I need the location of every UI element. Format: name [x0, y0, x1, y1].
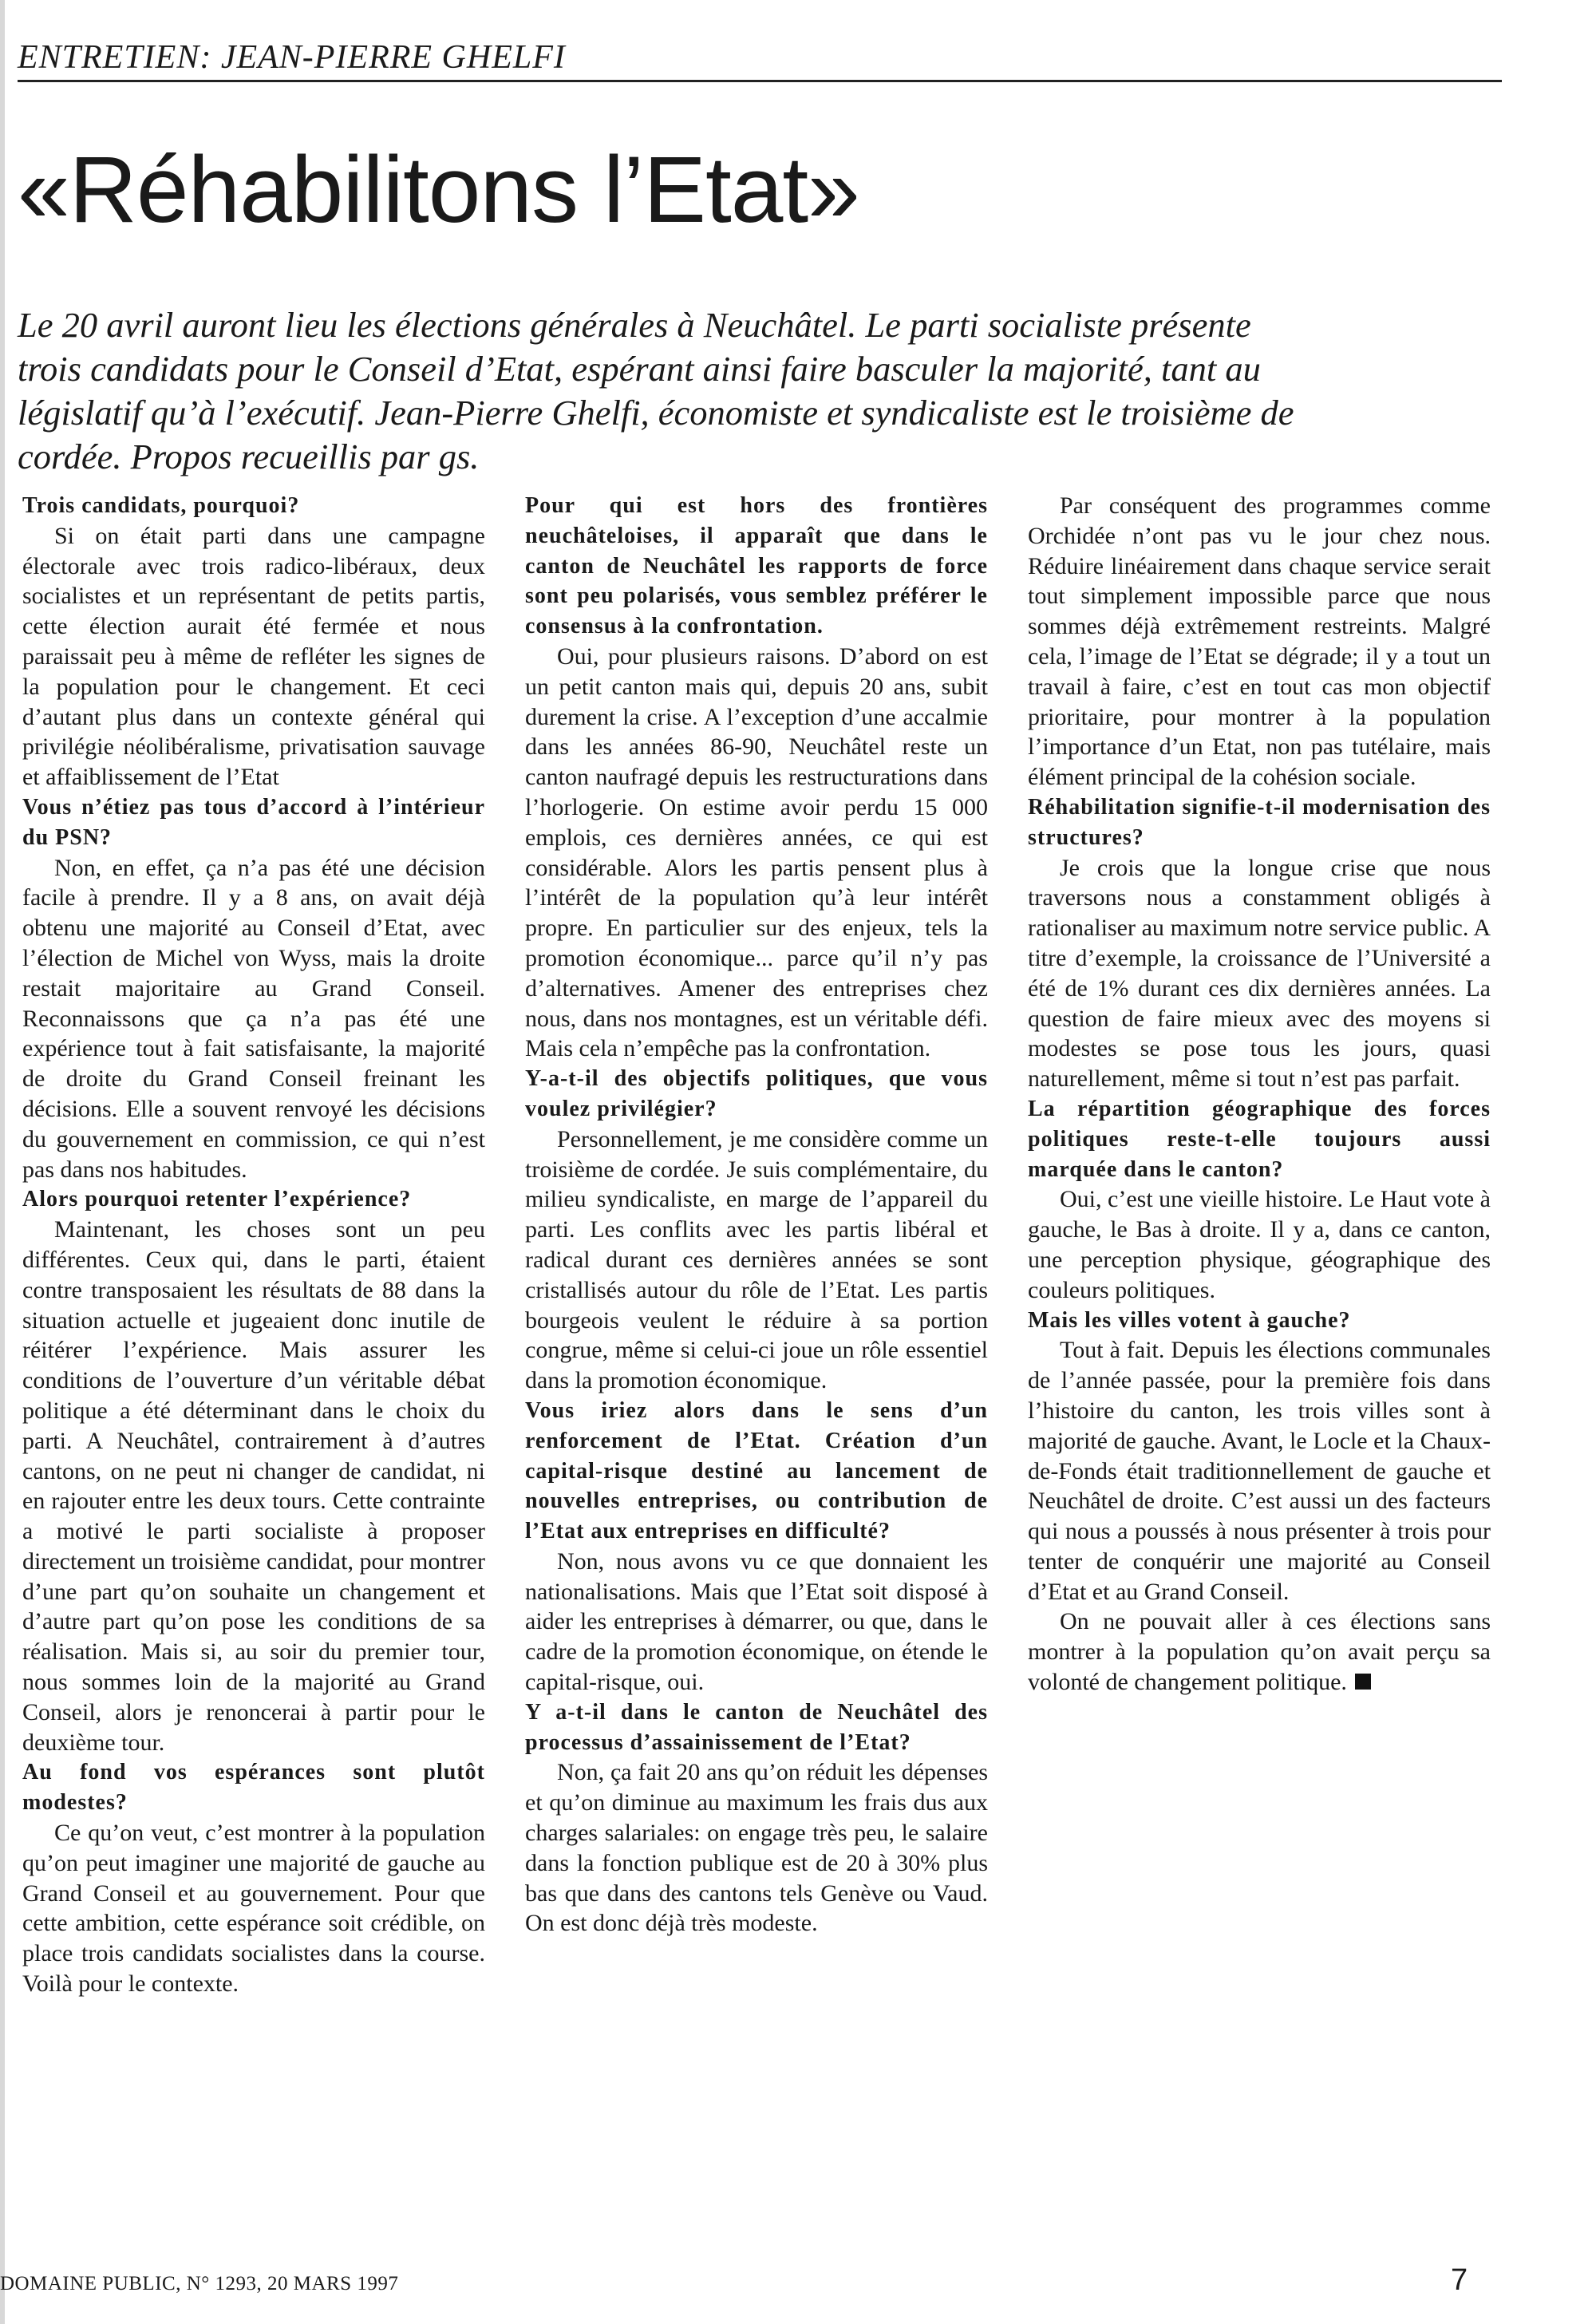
- interview-question: Alors pourquoi retenter l’expérience?: [22, 1187, 412, 1212]
- interview-question: La répartition géographique des forces politiques reste-t-elle toujours aussi marquée dans le canton?: [1028, 1096, 1491, 1182]
- interview-question: Pour qui est hors des frontières neuchâteloises, il apparaît que dans le canton de Neuchâtel les rapports de force sont peu polarisés, vous semblez préférer le consensus à la confrontation.: [525, 493, 988, 639]
- interview-question: Mais les villes votent à gauche?: [1028, 1307, 1351, 1333]
- publication-footer: DOMAINE PUBLIC, N° 1293, 20 MARS 1997: [0, 2273, 399, 2294]
- interview-question: Trois candidats, pourquoi?: [22, 493, 300, 518]
- interview-answer: Je crois que la longue crise que nous traversons nous a constamment obligés à rationaliser au maximum notre service public. A titre d’exemple, la croissance de l’Université a été de 1% durant ces dix dernières années. La question de faire mieux avec des moyens si modestes se pose tous les jours, quasi naturellement, même si tout n’est pas parfait.: [1028, 854, 1491, 1093]
- lead-paragraph: Le 20 avril auront lieu les élections générales à Neuchâtel. Le parti socialiste présente trois candidats pour le Conseil d’Etat, espérant ainsi faire basculer la majorité, tant au législatif qu’à l’exécutif. Jean-Pierre Ghelfi, économiste et syndicaliste est le troisième de cordée. Propos recueillis par gs.: [18, 305, 1294, 476]
- column-2: [525, 491, 988, 2191]
- interview-answer: Par conséquent des programmes comme Orchidée n’ont pas vu le jour chez nous. Réduire linéairement dans chaque service serait tout simplement impossible parce que nous sommes déjà extrêmement restreints. Malgré cela, l’image de l’Etat se dégrade; il y a tout un travail à faire, c’est en tout cas mon objectif prioritaire, pour montrer à la population l’importance d’un Etat, non pas tutélaire, mais élément principal de la cohésion sociale.: [1028, 492, 1491, 791]
- interview-question: Vous n’étiez pas tous d’accord à l’intérieur du PSN?: [22, 794, 485, 850]
- interview-answer: Non, en effet, ça n’a pas été une décision facile à prendre. Il y a 8 ans, on avait déjà obtenu une majorité au Conseil d’Etat, avec l’élection de Michel von Wyss, mais la droite restait majoritaire au Grand Conseil. Reconnaissons que ça n’a pas été une expérience tout à fait satisfaisante, la majorité de droite du Grand Conseil freinant les décisions. Elle a souvent renvoyé les décisions du gouvernement en commission, ce qui n’est pas dans nos habitudes.: [22, 854, 485, 1183]
- end-of-article-mark: [1355, 1674, 1371, 1690]
- interview-answer: Personnellement, je me considère comme un troisième de cordée. Je suis complémentaire, du milieu syndicaliste, en marge de l’appareil du parti. Les conflits avec les partis libéral et radical durant ces dernières années se sont cristallisés autour du rôle de l’Etat. Les partis bourgeois veulent le réduire à sa portion congrue, même si celui-ci joue un rôle essentiel dans la promotion économique.: [525, 1125, 988, 1394]
- article-body: [22, 491, 1491, 2191]
- interview-question: Y-a-t-il des objectifs politiques, que vous voulez privilégier?: [525, 1066, 988, 1121]
- interview-answer: Non, nous avons vu ce que donnaient les nationalisations. Mais que l’Etat soit disposé à aider les entreprises à démarrer, ou que, dans le cadre de la promotion économique, on étende le capital-risque, oui.: [525, 1547, 988, 1696]
- interview-answer: Oui, pour plusieurs raisons. D’abord on est un petit canton mais qui, depuis 20 ans, subit durement la crise. A l’exception d’une accalmie dans les années 86-90, Neuchâtel reste un canton naufragé depuis les restructurations dans l’horlogerie. On estime avoir perdu 15 000 emplois, ces dernières années, ce qui est considérable. Alors les partis pensent plus à l’intérêt de la population qu’à leur intérêt propre. En particulier sur des enjeux, tels la promotion économique... parce qu’il n’y pas d’alternatives. Amener des entreprises chez nous, dans nos montagnes, est un véritable défi. Mais cela n’empêche pas la confrontation.: [525, 642, 988, 1062]
- page-number: 7: [1451, 2263, 1468, 2297]
- interview-answer: Ce qu’on veut, c’est montrer à la population qu’on peut imaginer une majorité de gauche au Grand Conseil et au gouvernement. Pour que cette ambition, cette espérance soit crédible, on place trois candidats socialistes dans la course. Voilà pour le contexte.: [22, 1820, 485, 1998]
- interview-question: Y a-t-il dans le canton de Neuchâtel des processus d’assainissement de l’Etat?: [525, 1699, 988, 1755]
- interview-answer-closing: [1028, 1607, 1491, 1697]
- interview-answer: Maintenant, les choses sont un peu différentes. Ceux qui, dans le parti, étaient contre transposaient les résultats de 88 dans la situation actuelle et jugeaient donc inutile de réitérer l’expérience. Mais assurer les conditions de l’ouverture d’un véritable débat politique a été déterminant dans le choix du parti. A Neuchâtel, contrairement à d’autres cantons, on ne peut ni changer de candidat, ni en rajouter entre les deux tours. Cette contrainte a motivé le parti socialiste à proposer directement un troisième candidat, pour montrer d’une part qu’on souhaite un changement et d’autre part qu’on pose les conditions de sa réalisation. Mais si, au soir du premier tour, nous sommes loin de la majorité au Grand Conseil, alors je renoncerai à partir pour le deuxième tour.: [22, 1216, 485, 1756]
- interview-question: Réhabilitation signifie-t-il modernisation des structures?: [1028, 794, 1491, 850]
- interview-answer: Oui, c’est une vieille histoire. Le Haut vote à gauche, le Bas à droite. Il y a, dans ce canton, une perception physique, géographique des couleurs politiques.: [1028, 1186, 1491, 1303]
- scan-edge-rule: [0, 0, 5, 2324]
- interview-question: Vous iriez alors dans le sens d’un renforcement de l’Etat. Création d’un capital-risque destiné au lancement de nouvelles entreprises, ou contribution de l’Etat aux entreprises en difficulté?: [525, 1397, 988, 1544]
- interview-answer: Tout à fait. Depuis les élections communales de l’année passée, pour la première fois dans l’histoire du canton, les trois villes sont à majorité de gauche. Avant, le Locle et la Chaux-de-Fonds était traditionnellement de gauche et Neuchâtel de droite. C’est aussi un des facteurs qui nous a poussés à nous présenter à trois pour tenter de conquérir une majorité au Conseil d’Etat et au Grand Conseil.: [1028, 1337, 1491, 1605]
- section-label: ENTRETIEN: JEAN-PIERRE GHELFI: [18, 38, 1502, 82]
- interview-answer: Si on était parti dans une campagne électorale avec trois radico-libéraux, deux socialistes et un représentant de petits partis, cette élection aurait été fermée et nous paraissait peu à même de refléter les signes de la population pour le changement. Et ceci d’autant plus dans un contexte général qui privilégie néolibéralisme, privatisation sauvage et affaiblissement de l’Etat: [22, 522, 485, 791]
- closing-text: On ne pouvait aller à ces élections sans montrer à la population qu’on avait perçu sa volonté de changement politique.: [1028, 1608, 1491, 1696]
- column-1: [22, 491, 485, 2191]
- column-3: [1028, 491, 1491, 2191]
- interview-answer: Non, ça fait 20 ans qu’on réduit les dépenses et qu’on diminue au maximum les frais dus aux charges salariales: on engage très peu, le salaire dans la fonction publique est de 20 à 30% plus bas que dans des cantons tels Genève ou Vaud. On est donc déjà très modeste.: [525, 1759, 988, 1937]
- article-title: «Réhabilitons l’Etat»: [18, 137, 859, 243]
- interview-question: Au fond vos espérances sont plutôt modestes?: [22, 1760, 485, 1816]
